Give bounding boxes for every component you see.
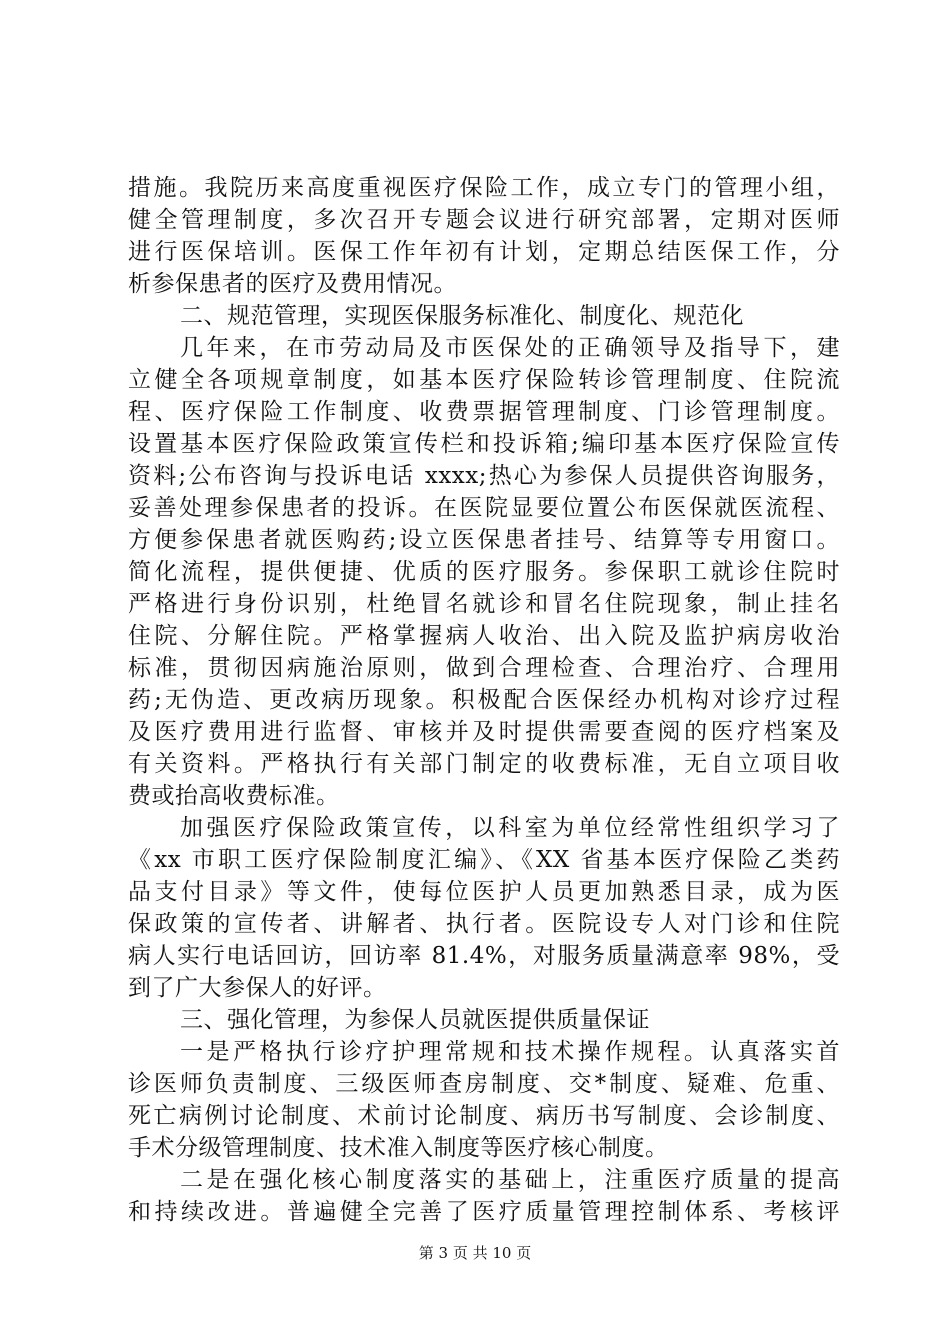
text-line: 妥善处理参保患者的投诉。在医院显要位置公布医保就医流程、 (128, 495, 840, 521)
text-line: 设置基本医疗保险政策宣传栏和投诉箱;编印基本医疗保险宣传 (128, 431, 840, 457)
text-line: 方便参保患者就医购药;设立医保患者挂号、结算等专用窗口。 (128, 527, 840, 553)
text-line: 及医疗费用进行监督、审核并及时提供需要查阅的医疗档案及 (128, 719, 840, 745)
text-line: 手术分级管理制度、技术准入制度等医疗核心制度。 (128, 1135, 669, 1161)
text-line: 资料;公布咨询与投诉电话 xxxx;热心为参保人员提供咨询服务， (128, 463, 840, 489)
text-line: 标准，贯彻因病施治原则，做到合理检查、合理治疗、合理用 (128, 655, 840, 681)
text-line: 品支付目录》等文件，使每位医护人员更加熟悉目录，成为医 (128, 879, 840, 905)
text-line: 二、规范管理，实现医保服务标准化、制度化、规范化 (180, 303, 744, 329)
text-line: 进行医保培训。医保工作年初有计划，定期总结医保工作，分 (128, 239, 840, 265)
text-line: 《xx 市职工医疗保险制度汇编》、《XX 省基本医疗保险乙类药 (128, 847, 840, 873)
text-line: 几年来，在市劳动局及市医保处的正确领导及指导下，建 (180, 335, 840, 361)
text-line: 病人实行电话回访，回访率 81.4%，对服务质量满意率 98%，受 (128, 943, 840, 969)
text-line: 程、医疗保险工作制度、收费票据管理制度、门诊管理制度。 (128, 399, 840, 425)
text-line: 立健全各项规章制度，如基本医疗保险转诊管理制度、住院流 (128, 367, 840, 393)
text-line: 措施。我院历来高度重视医疗保险工作，成立专门的管理小组， (128, 175, 840, 201)
text-line: 药;无伪造、更改病历现象。积极配合医保经办机构对诊疗过程 (128, 687, 840, 713)
text-line: 二是在强化核心制度落实的基础上，注重医疗质量的提高 (180, 1167, 840, 1193)
text-line: 到了广大参保人的好评。 (128, 975, 387, 1001)
text-line: 三、强化管理，为参保人员就医提供质量保证 (180, 1007, 650, 1033)
text-line: 和持续改进。普遍健全完善了医疗质量管理控制体系、考核评 (128, 1199, 840, 1225)
text-line: 健全管理制度，多次召开专题会议进行研究部署，定期对医师 (128, 207, 840, 233)
text-line: 费或抬高收费标准。 (128, 783, 340, 809)
text-line: 简化流程，提供便捷、优质的医疗服务。参保职工就诊住院时 (128, 559, 840, 585)
document-body (128, 172, 840, 1228)
text-line: 有关资料。严格执行有关部门制定的收费标准，无自立项目收 (128, 751, 840, 777)
text-line: 住院、分解住院。严格掌握病人收治、出入院及监护病房收治 (128, 623, 840, 649)
text-line: 析参保患者的医疗及费用情况。 (128, 271, 457, 297)
text-line: 死亡病例讨论制度、术前讨论制度、病历书写制度、会诊制度、 (128, 1103, 840, 1129)
text-line: 诊医师负责制度、三级医师查房制度、交*制度、疑难、危重、 (128, 1071, 840, 1097)
text-line: 保政策的宣传者、讲解者、执行者。医院设专人对门诊和住院 (128, 911, 840, 937)
text-line: 一是严格执行诊疗护理常规和技术操作规程。认真落实首 (180, 1039, 840, 1065)
page-footer: 第 3 页 共 10 页 (418, 1244, 532, 1262)
text-line: 严格进行身份识别，杜绝冒名就诊和冒名住院现象，制止挂名 (128, 591, 840, 617)
text-line: 加强医疗保险政策宣传，以科室为单位经常性组织学习了 (180, 815, 840, 841)
